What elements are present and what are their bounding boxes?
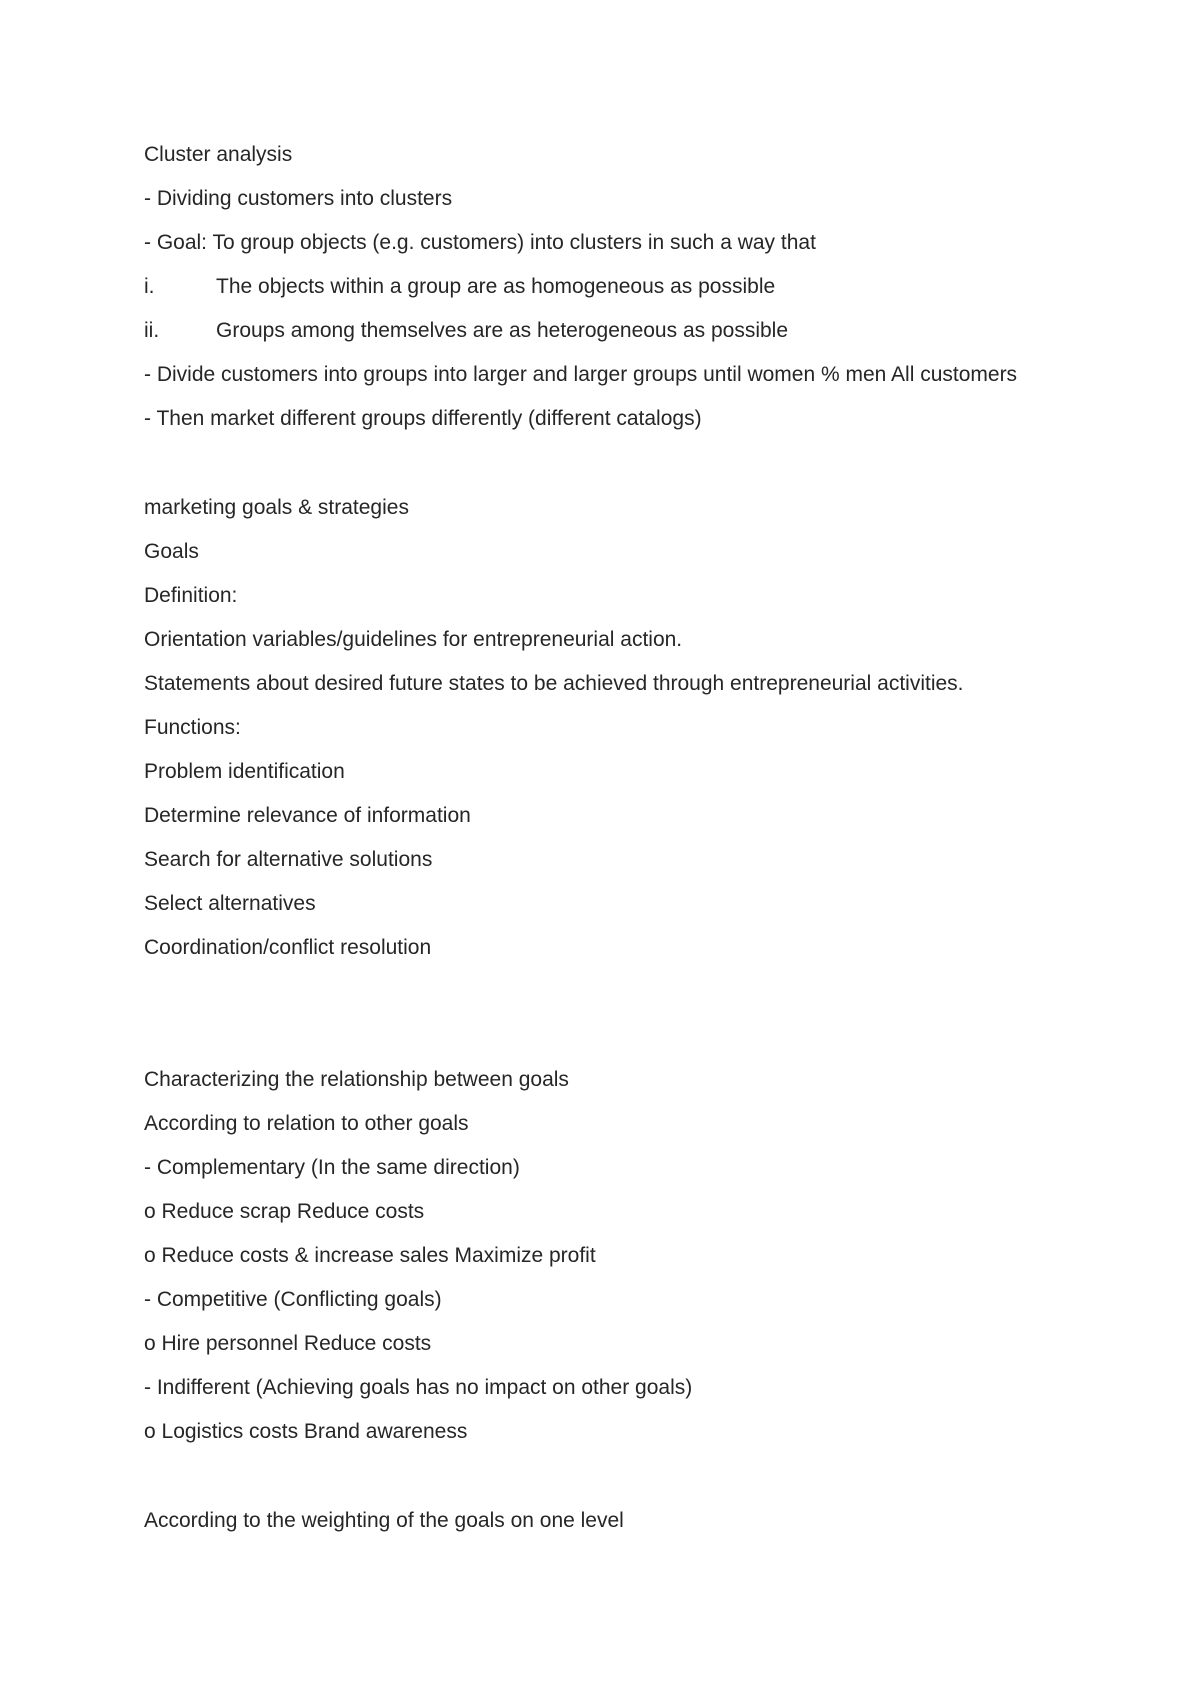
definition-label: Definition: [144,584,238,607]
section-title-weighting: According to the weighting of the goals on one level [144,1509,624,1532]
definition-text: Statements about desired future states to be achieved through entrepreneurial activities. [144,672,964,695]
relationship-line: - Complementary (In the same direction) [144,1156,520,1179]
relationship-line: o Logistics costs Brand awareness [144,1420,468,1443]
function-item: Select alternatives [144,892,316,915]
relationship-subtitle: According to relation to other goals [144,1112,469,1135]
goals-heading: Goals [144,540,199,563]
document-body [144,141,1044,1551]
relationship-line: o Hire personnel Reduce costs [144,1332,432,1355]
list-item-number: i. [144,275,155,298]
cluster-bullet-dividing: - Dividing customers into clusters [144,187,453,210]
function-item: Search for alternative solutions [144,848,433,871]
spacer [144,449,1044,494]
list-item-text: The objects within a group are as homogeneous as possible [216,275,776,298]
relationship-line: o Reduce scrap Reduce costs [144,1200,425,1223]
cluster-bullet-goal: - Goal: To group objects (e.g. customers) into clusters in such a way that [144,231,816,254]
section-title-relationship: Characterizing the relationship between goals [144,1068,569,1091]
functions-label: Functions: [144,716,241,739]
function-item: Determine relevance of information [144,804,471,827]
relationship-line: o Reduce costs & increase sales Maximize profit [144,1244,596,1267]
cluster-bullet-market: - Then market different groups differently (different catalogs) [144,407,702,430]
list-item-number: ii. [144,319,160,342]
definition-text: Orientation variables/guidelines for entrepreneurial action. [144,628,683,651]
spacer [144,1462,1044,1507]
function-item: Coordination/conflict resolution [144,936,432,959]
cluster-list-item [144,317,1044,345]
spacer [144,978,1044,1066]
cluster-list-item [144,273,1044,301]
cluster-bullet-divide-larger: - Divide customers into groups into larger and larger groups until women % men All customers [144,363,1018,386]
relationship-line: - Indifferent (Achieving goals has no impact on other goals) [144,1376,693,1399]
function-item: Problem identification [144,760,345,783]
section-title-marketing-goals: marketing goals & strategies [144,496,409,519]
section-title-cluster-analysis: Cluster analysis [144,143,293,166]
relationship-line: - Competitive (Conflicting goals) [144,1288,442,1311]
list-item-text: Groups among themselves are as heterogeneous as possible [216,319,789,342]
